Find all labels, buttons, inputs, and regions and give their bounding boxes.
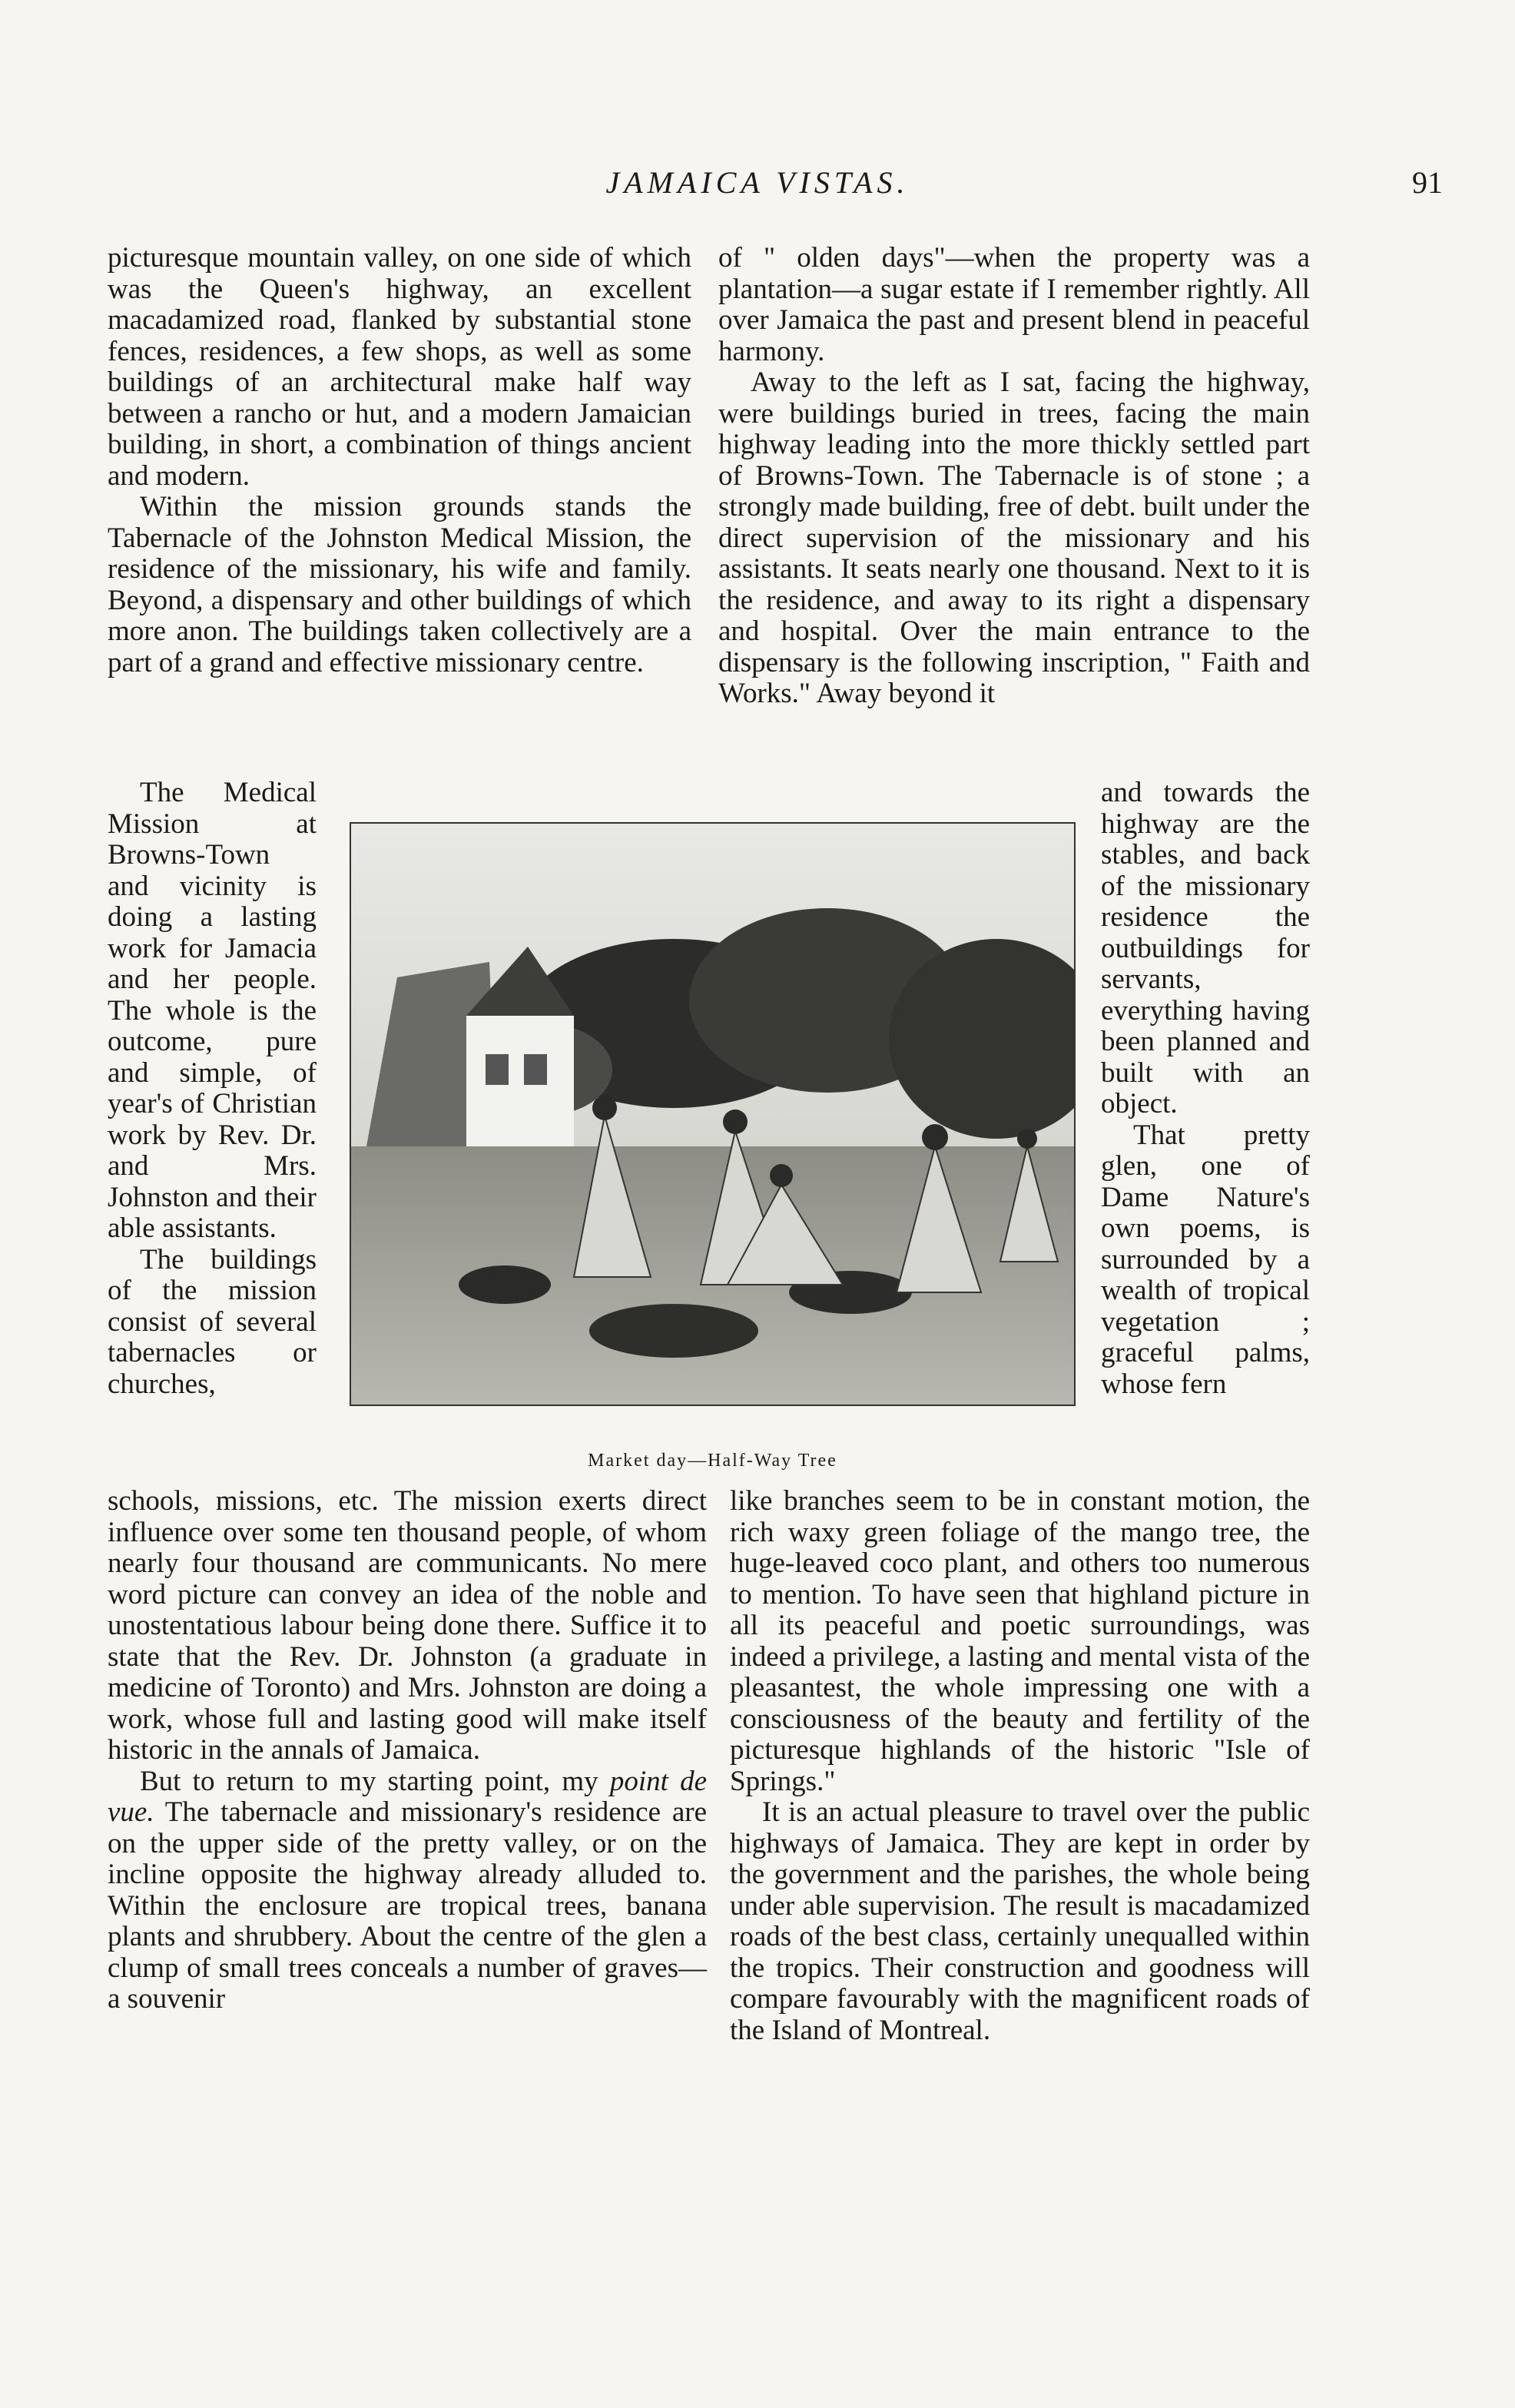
paragraph: Within the mission grounds stands the Tabernacle of the Johnston Medical Mission, the residence of the missionary, his wife and family. Beyond, a dispensary and other buildings of which more anon. The buildings taken collectively are a part of a grand and effective missionary centre. — [108, 491, 691, 678]
paragraph: picturesque mountain valley, on one side of which was the Queen's highway, an excellent macadamized road, flanked by substantial stone fences, residences, a few shops, as well as some buildings of an architectural make half way between a rancho or hut, and a modern Jamaician building, in short, a combination of things ancient and modern. — [108, 242, 691, 492]
paragraph: schools, missions, etc. The mission exerts direct influence over some ten thousand people, of whom nearly four thousand are communicants. No mere word picture can convey an idea of the noble and unostentatious labour being done there. Suffice it to state that the Rev. Dr. Johnston (a graduate in medicine of Toronto) and Mrs. Johnston are doing a work, whose full and lasting good will make itself historic in the annals of Jamaica. — [108, 1485, 707, 1766]
left-column-bottom — [108, 1486, 707, 2015]
running-header: JAMAICA VISTAS. — [605, 165, 910, 200]
paragraph-start: But to return to my starting point, my — [140, 1765, 598, 1797]
right-column-wrap — [1101, 778, 1310, 1400]
right-column-top — [718, 243, 1310, 710]
paragraph: like branches seem to be in constant motion, the rich waxy green foliage of the mango tree, the huge-leaved coco plant, and others too numerous to mention. To have seen that highland picture in all its peaceful and poetic surroundings, was indeed a privilege, a lasting and mental vista of the pleasantest, the whole impressing one with a consciousness of the beauty and fertility of the picturesque highlands of the historic "Isle of Springs." — [730, 1485, 1310, 1797]
paragraph: That pretty glen, one of Dame Nature's own poems, is surrounded by a wealth of tropical vegetation ; graceful palms, whose fern — [1101, 1119, 1310, 1400]
market-day-photograph — [350, 822, 1076, 1406]
paragraph: It is an actual pleasure to travel over the public highways of Jamaica. They are kept in order by the government and the parishes, the whole being under able supervision. The result is macadamized roads of the best class, certainly unequalled within the tropics. Their construction and goodness will compare favourably with the magnificent roads of the Island of Montreal. — [730, 1796, 1310, 2046]
page-number: 91 — [1412, 165, 1443, 200]
paragraph — [108, 1766, 707, 2015]
left-column-wrap — [108, 778, 317, 1400]
left-column-top — [108, 243, 691, 678]
right-column-bottom — [730, 1486, 1310, 2046]
photo-illustration — [351, 824, 1074, 1405]
paragraph: Away to the left as I sat, facing the highway, were buildings buried in trees, facing the main highway leading into the more thickly settled part of Browns-Town. The Tabernacle is of stone ; a strongly made building, free of debt. built under the direct supervision of the missionary and his assistants. It seats nearly one thousand. Next to it is the residence, and away to its right a dispensary and hospital. Over the main entrance to the dispensary is the following inscription, " Faith and Works." Away beyond it — [718, 367, 1310, 709]
paragraph: The buildings of the mission consist of several tabernacles or churches, — [108, 1243, 317, 1400]
paragraph: and towards the highway are the stables, and back of the missionary residence the outbuildings for servants, everything having been planned and built with an object. — [1101, 777, 1310, 1119]
italic-phrase: point de vue. — [108, 1765, 708, 1828]
paragraph: The Medical Mission at Browns-Town and vicinity is doing a lasting work for Jamacia and her people. The whole is the outcome, pure and simple, of year's of Christian work by Rev. Dr. and Mrs. Johnston and their able assistants. — [108, 777, 317, 1244]
paragraph-rest: The tabernacle and missionary's residence are on the upper side of the pretty valley, or on the incline opposite the highway already alluded to. Within the enclosure are tropical trees, banana plants and shrubbery. About the centre of the glen a clump of small trees conceals a number of graves—a souvenir — [108, 1796, 707, 2015]
paragraph: of " olden days"—when the property was a plantation—a sugar estate if I remember rightly. All over Jamaica the past and present blend in peaceful harmony. — [718, 242, 1310, 367]
figure-caption: Market day—Half-Way Tree — [588, 1451, 837, 1471]
